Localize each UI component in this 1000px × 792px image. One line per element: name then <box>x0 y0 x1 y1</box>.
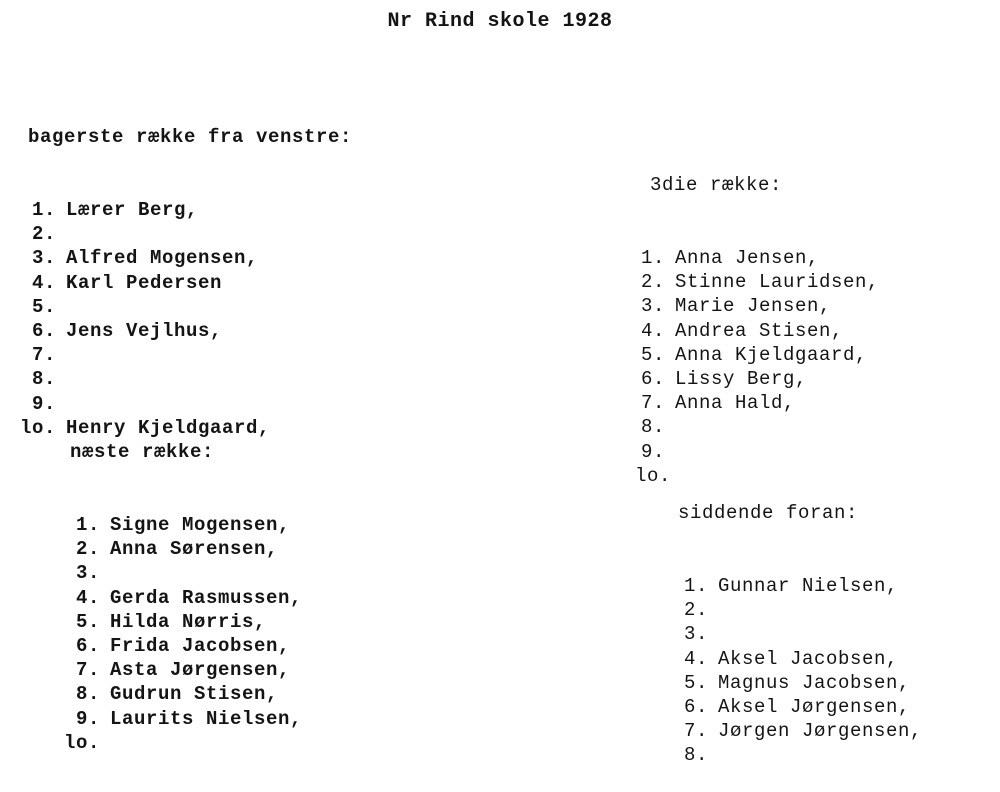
list-item <box>678 671 922 695</box>
list-item <box>678 647 922 671</box>
list-item <box>60 513 302 537</box>
item-name: Anna Sørensen, <box>110 538 279 561</box>
item-name: Anna Hald, <box>675 392 796 415</box>
list-item <box>16 319 352 343</box>
item-number: 8. <box>640 416 665 439</box>
list-item <box>16 295 352 319</box>
section-heading: 3die række: <box>650 174 783 197</box>
item-number: 3. <box>31 247 56 270</box>
list-item <box>16 367 352 391</box>
list-item <box>60 586 302 610</box>
item-name: Gudrun Stisen, <box>110 683 279 706</box>
item-number: 6. <box>31 319 56 342</box>
item-number: 1. <box>31 199 56 222</box>
item-number: 4. <box>75 586 100 609</box>
list-item <box>635 246 879 270</box>
item-name: Alfred Mogensen, <box>66 247 259 270</box>
item-number: 3. <box>683 623 708 646</box>
list-item <box>60 731 302 755</box>
item-name: Karl Pedersen <box>66 271 223 294</box>
item-number: 1. <box>640 247 665 270</box>
section-heading: siddende foran: <box>678 502 859 525</box>
list-item <box>678 574 922 598</box>
list-item <box>678 743 922 767</box>
item-number: lo. <box>635 464 672 487</box>
item-name: Frida Jacobsen, <box>110 634 291 657</box>
item-name: Stinne Lauridsen, <box>675 271 880 294</box>
item-number: 6. <box>683 695 708 718</box>
list-item <box>60 610 302 634</box>
section-heading: bagerste række fra venstre: <box>28 126 353 149</box>
item-number: 9. <box>31 392 56 415</box>
list-item <box>16 343 352 367</box>
item-number: 4. <box>683 647 708 670</box>
item-number: 2. <box>640 271 665 294</box>
list-item <box>60 561 302 585</box>
list-item <box>60 658 302 682</box>
item-name: Jørgen Jørgensen, <box>718 720 923 743</box>
list-item <box>16 271 352 295</box>
item-name: Henry Kjeldgaard, <box>66 416 271 439</box>
list-item <box>635 319 879 343</box>
list-item <box>16 246 352 270</box>
item-number: 3. <box>75 562 100 585</box>
list-item <box>16 198 352 222</box>
item-number: 5. <box>31 295 56 318</box>
item-name: Hilda Nørris, <box>110 610 267 633</box>
item-number: 7. <box>640 392 665 415</box>
item-name: Jens Vejlhus, <box>66 319 223 342</box>
item-number: 9. <box>640 440 665 463</box>
section-next-row <box>63 392 303 779</box>
list-item <box>635 343 879 367</box>
item-number: 6. <box>75 634 100 657</box>
item-name: Marie Jensen, <box>675 295 832 318</box>
item-name: Magnus Jacobsen, <box>718 671 911 694</box>
section-seated-front <box>678 453 922 792</box>
list-item <box>678 695 922 719</box>
section-heading: næste række: <box>70 441 215 464</box>
list-item <box>678 598 922 622</box>
list-item <box>635 270 879 294</box>
item-number: 7. <box>31 344 56 367</box>
item-number: 2. <box>683 599 708 622</box>
list-item <box>60 634 302 658</box>
document-title: Nr Rind skole 1928 <box>387 10 613 33</box>
list-item <box>60 682 302 706</box>
item-number: 2. <box>31 223 56 246</box>
item-name: Signe Mogensen, <box>110 514 291 537</box>
item-number: 6. <box>640 367 665 390</box>
item-number: 2. <box>75 538 100 561</box>
item-number: 8. <box>683 744 708 767</box>
list-item <box>60 707 302 731</box>
item-name: Aksel Jørgensen, <box>718 695 911 718</box>
item-number: 7. <box>683 720 708 743</box>
list-item <box>635 294 879 318</box>
item-name: Aksel Jacobsen, <box>718 647 899 670</box>
list-item <box>678 622 922 646</box>
list-item <box>635 415 879 439</box>
item-name: Laurits Nielsen, <box>110 707 303 730</box>
item-number: 8. <box>75 683 100 706</box>
item-number: 1. <box>75 514 100 537</box>
item-number: 4. <box>31 271 56 294</box>
item-number: 4. <box>640 319 665 342</box>
list-item <box>635 391 879 415</box>
item-number: 5. <box>640 343 665 366</box>
list-item <box>635 367 879 391</box>
item-number: lo. <box>63 731 100 754</box>
item-number: 9. <box>75 707 100 730</box>
item-name: Lærer Berg, <box>66 199 199 222</box>
item-name: Lissy Berg, <box>675 367 808 390</box>
item-number: 7. <box>75 659 100 682</box>
item-name: Gerda Rasmussen, <box>110 586 303 609</box>
list-item <box>678 719 922 743</box>
item-name: Asta Jørgensen, <box>110 659 291 682</box>
item-number: 5. <box>75 610 100 633</box>
item-number: 3. <box>640 295 665 318</box>
item-name: Anna Jensen, <box>675 247 820 270</box>
item-number: 1. <box>683 575 708 598</box>
item-number: 5. <box>683 671 708 694</box>
list-item <box>16 222 352 246</box>
item-name: Anna Kjeldgaard, <box>675 343 868 366</box>
item-number: lo. <box>19 416 56 439</box>
item-name: Andrea Stisen, <box>675 319 844 342</box>
item-number: 8. <box>31 368 56 391</box>
list-item <box>60 537 302 561</box>
item-name: Gunnar Nielsen, <box>718 575 899 598</box>
